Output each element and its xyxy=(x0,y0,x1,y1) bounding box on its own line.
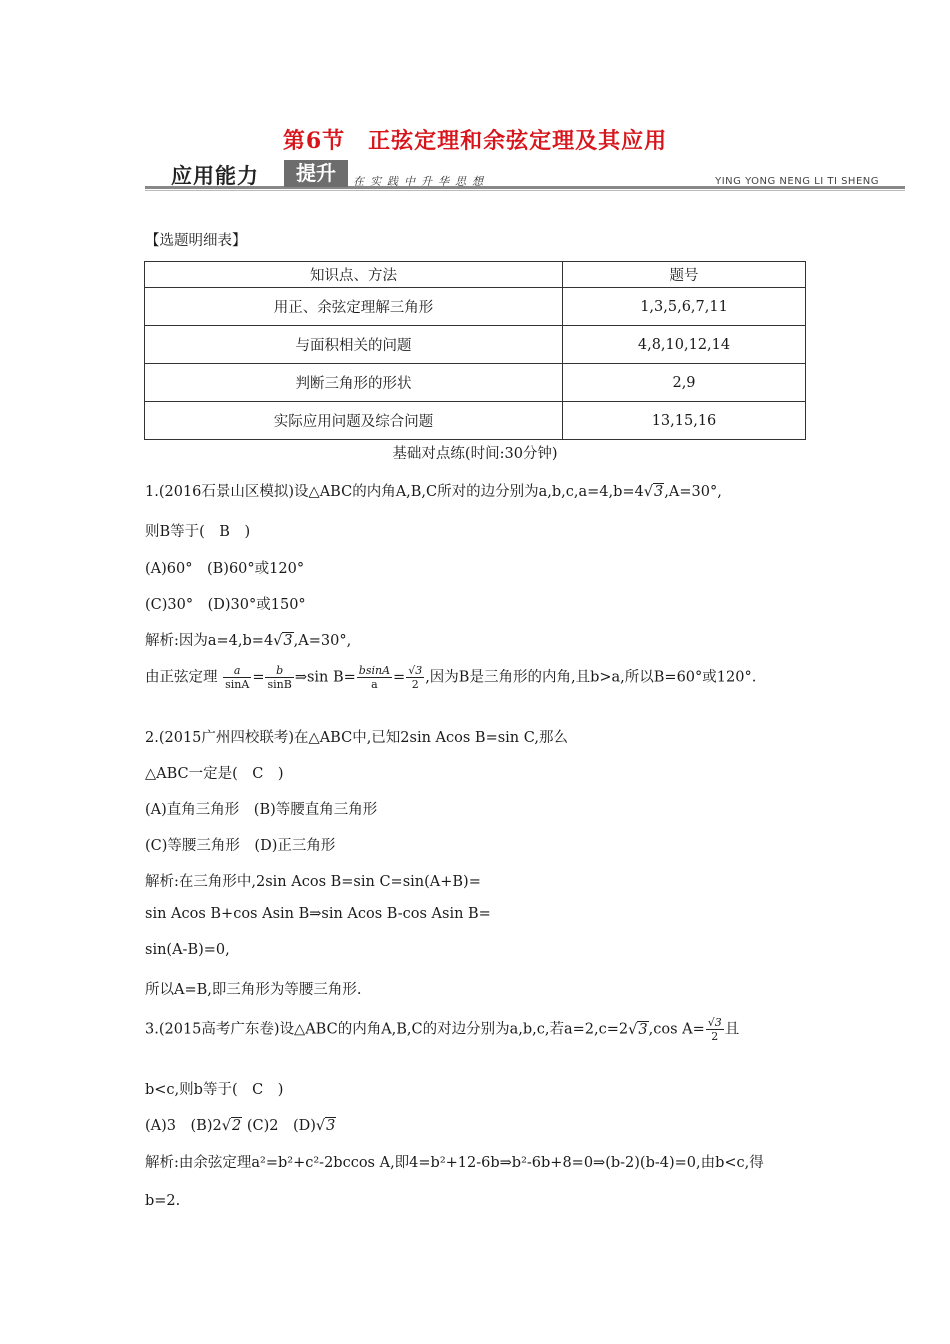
table-header: 知识点、方法 xyxy=(145,262,563,288)
radicand: 2 xyxy=(231,1118,242,1134)
q1-line2: 则B等于( B ) xyxy=(145,524,251,540)
banner-rule-thin xyxy=(145,190,905,191)
q2-solution-line3: sin(A-B)=0, xyxy=(145,942,230,958)
banner-motto: 在实践中升华思想 xyxy=(353,175,489,188)
q2-line1: 2.(2015广州四校联考)在△ABC中,已知2sin Acos B=sin C,那么 xyxy=(145,730,568,746)
q1-solution-text: 由正弦定理 xyxy=(145,669,218,686)
sqrt-symbol: √3 xyxy=(315,1118,336,1134)
fraction xyxy=(357,664,392,691)
section-label: 基础对点练(时间:30分钟) xyxy=(392,446,558,462)
q2-options-cd: (C)等腰三角形 (D)正三角形 xyxy=(145,838,336,854)
table-cell: 与面积相关的问题 xyxy=(145,326,563,364)
fraction xyxy=(223,664,251,691)
q1-text: 1.(2016石景山区模拟)设△ABC的内角A,B,C所对的边分别为a,b,c,a=4,b=4 xyxy=(145,484,644,500)
radicand: 3 xyxy=(326,1118,336,1134)
table-row xyxy=(145,288,806,326)
table-cell: 13,15,16 xyxy=(563,402,806,440)
table-header: 题号 xyxy=(563,262,806,288)
q1-solution-text: ,因为B是三角形的内角,且b>a,所以B=60°或120°. xyxy=(425,669,757,686)
radicand: 3 xyxy=(654,484,664,500)
q1-solution-text: ,A=30°, xyxy=(293,633,352,649)
q3-option-text: (A)3 (B)2 xyxy=(145,1118,222,1134)
table-row xyxy=(145,364,806,402)
numerator: √3 xyxy=(408,664,423,677)
sqrt-symbol: √3 xyxy=(643,484,664,500)
q3-line2: b<c,则b等于( C ) xyxy=(145,1082,284,1098)
q2-line2: △ABC一定是( C ) xyxy=(145,766,284,782)
fraction xyxy=(265,664,293,691)
banner-pinyin: YING YONG NENG LI TI SHENG xyxy=(715,176,879,187)
denominator: 2 xyxy=(711,1030,719,1043)
q3-line1 xyxy=(145,1016,739,1043)
q2-solution-line2: sin Acos B+cos Asin B⇒sin Acos B-cos Asin B= xyxy=(145,906,491,922)
q1-solution-line1 xyxy=(145,629,351,650)
topic-table xyxy=(144,261,806,440)
q2-solution-line1: 解析:在三角形中,2sin Acos B=sin C=sin(A+B)= xyxy=(145,874,481,890)
table-header-row xyxy=(145,262,806,288)
numerator: √3 xyxy=(707,1016,722,1029)
sqrt-symbol: √3 xyxy=(273,633,293,649)
table-cell: 1,3,5,6,7,11 xyxy=(563,288,806,326)
fraction xyxy=(706,1016,724,1043)
q3-options xyxy=(145,1114,336,1135)
q2-options-ab: (A)直角三角形 (B)等腰直角三角形 xyxy=(145,802,378,818)
q1-line1 xyxy=(145,480,722,501)
sqrt-symbol: √3 xyxy=(628,1021,648,1038)
q1-text: ,A=30°, xyxy=(664,484,722,500)
denominator: a xyxy=(371,678,378,691)
q1-options-ab: (A)60° (B)60°或120° xyxy=(145,561,305,577)
fraction xyxy=(406,664,424,691)
denominator: sinB xyxy=(267,678,292,691)
equals: = xyxy=(393,669,406,686)
numerator: b xyxy=(265,664,293,678)
q3-solution-line1: 解析:由余弦定理a²=b²+c²-2bccos A,即4=b²+12-6b⇒b²-6b+8=0⇒(b-2)(b-4)=0,由b<c,得 xyxy=(145,1155,764,1171)
table-cell: 4,8,10,12,14 xyxy=(563,326,806,364)
table-row xyxy=(145,326,806,364)
sqrt-symbol: √2 xyxy=(221,1118,242,1134)
q3-option-text: (C)2 (D) xyxy=(246,1118,316,1134)
numerator: bsinA xyxy=(358,664,391,677)
denominator: sinA xyxy=(225,678,250,691)
table-row xyxy=(145,402,806,440)
radicand: 3 xyxy=(283,633,293,649)
q3-text: ,cos A= xyxy=(648,1021,705,1038)
radicand: 3 xyxy=(638,1021,648,1038)
banner-box: 提升 xyxy=(284,160,348,187)
table-cell: 判断三角形的形状 xyxy=(145,364,563,402)
table-caption: 【选题明细表】 xyxy=(145,233,247,249)
q1-solution-text: 解析:因为a=4,b=4 xyxy=(145,633,274,649)
banner-title: 应用能力 xyxy=(171,164,259,188)
table-cell: 2,9 xyxy=(563,364,806,402)
q3-solution-line2: b=2. xyxy=(145,1193,181,1209)
table-cell: 用正、余弦定理解三角形 xyxy=(145,288,563,326)
q1-solution-line2 xyxy=(145,664,756,691)
q3-text: 3.(2015高考广东卷)设△ABC的内角A,B,C的对边分别为a,b,c,若a=2,c=2 xyxy=(145,1021,629,1038)
q3-text: 且 xyxy=(724,1021,740,1038)
q1-options-cd: (C)30° (D)30°或150° xyxy=(145,597,306,613)
section-banner xyxy=(145,160,905,196)
denominator: 2 xyxy=(411,678,419,691)
table-cell: 实际应用问题及综合问题 xyxy=(145,402,563,440)
equals: = xyxy=(252,669,265,686)
page-title: 第6节 正弦定理和余弦定理及其应用 xyxy=(282,128,668,154)
q2-solution-line4: 所以A=B,即三角形为等腰三角形. xyxy=(145,982,362,998)
numerator: a xyxy=(223,664,251,678)
q1-solution-text: ⇒sin B= xyxy=(294,669,356,686)
